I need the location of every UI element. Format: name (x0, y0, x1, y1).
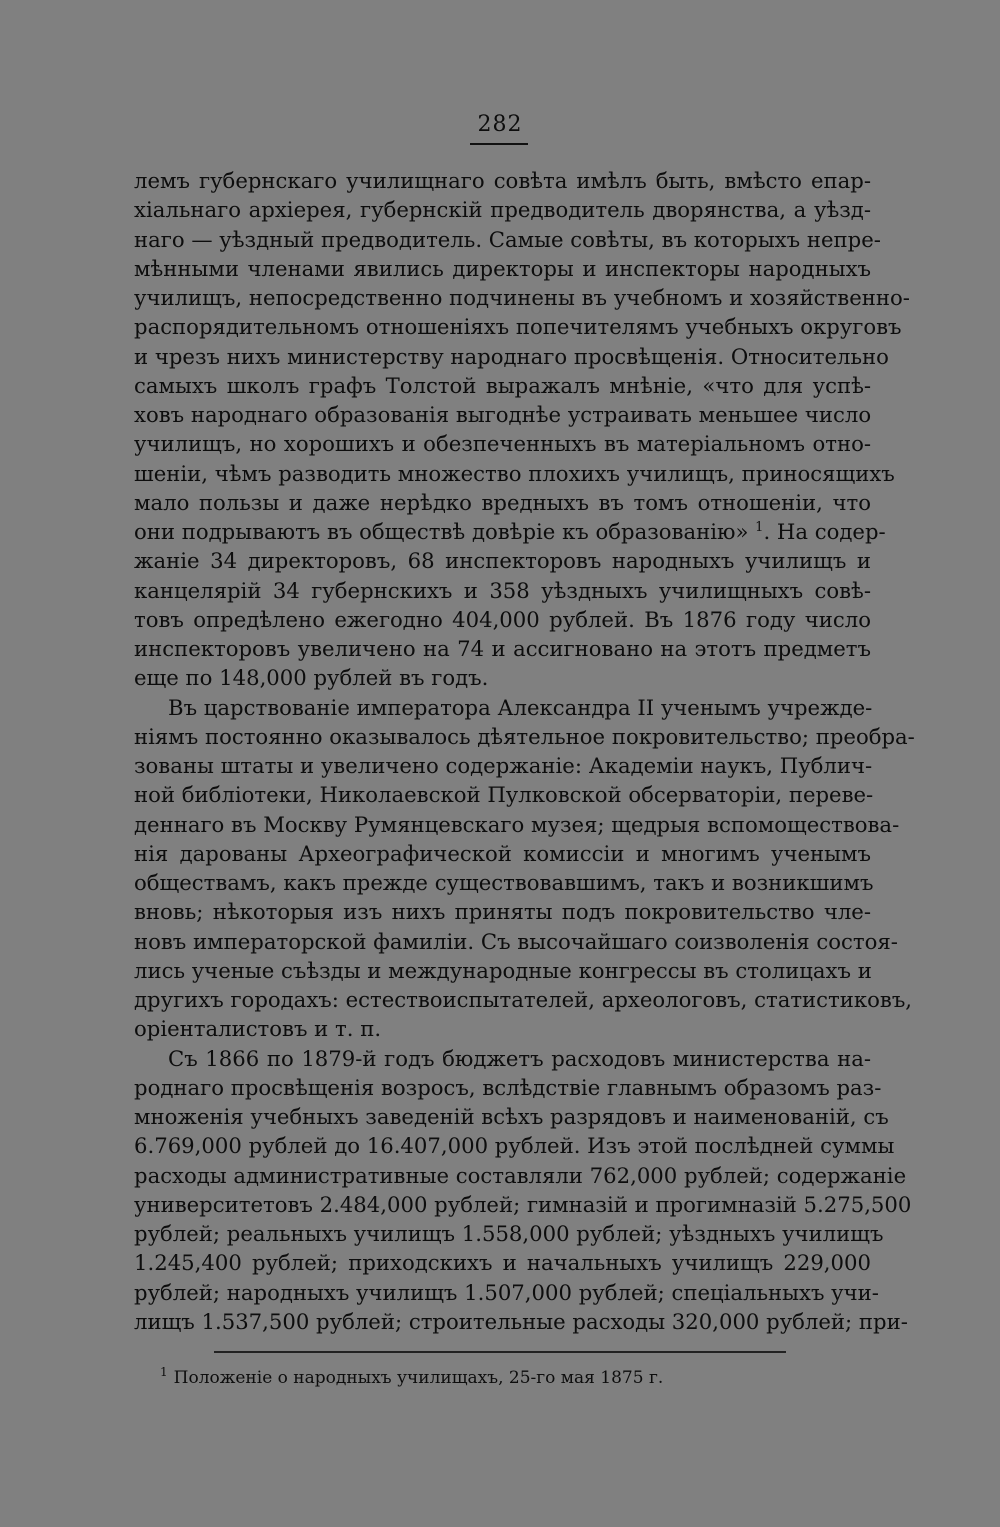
text-line: и чрезъ нихъ министерству народнаго просвѣщенія. Относительно (134, 343, 889, 369)
text-line: множенія учебныхъ заведеній всѣхъ разрядовъ и наименованій, съ (134, 1104, 889, 1129)
text-line: другихъ городахъ: естествоиспытателей, археологовъ, статистиковъ, (134, 987, 913, 1012)
text-line: обществамъ, какъ прежде существовавшимъ, такъ и возникшимъ (134, 870, 874, 895)
text-line: шеніи, чѣмъ разводить множество плохихъ училищъ, приносящихъ (134, 460, 895, 486)
text-line: ной библіотеки, Николаевской Пулковской обсерваторіи, переве- (134, 782, 874, 808)
footnote-mark: 1 (160, 1365, 168, 1380)
text-line: оріенталистовъ и т. п. (134, 1016, 382, 1042)
text-line: Въ царствованіе императора Александра II ученымъ учрежде- (168, 694, 873, 720)
text-line: товъ опредѣлено ежегодно 404,000 рублей. Въ 1876 году число (134, 606, 871, 632)
footnote-reference[interactable]: 1 (755, 519, 764, 535)
text-line: ніямъ постоянно оказывалось дѣятельное покровительство; преобра- (134, 723, 915, 749)
text-line: нія дарованы Археографической комиссіи и многимъ ученымъ (134, 840, 871, 866)
paragraph-1 (134, 166, 910, 693)
text-line: мало пользы и даже нерѣдко вредныхъ въ томъ отношеніи, что (134, 489, 871, 515)
text-line: хіальнаго архіерея, губернскій предводитель дворянства, а уѣзд- (134, 197, 871, 223)
text-line: инспекторовъ увеличено на 74 и ассигновано на этотъ предметъ (134, 636, 871, 661)
paragraph-3 (134, 1044, 912, 1337)
page-number: 282 (477, 112, 523, 137)
text-line: жаніе 34 директоровъ, 68 инспекторовъ народныхъ училищъ и (134, 548, 871, 574)
text-line: ховъ народнаго образованія выгоднѣе устраивать меньшее число (134, 402, 872, 427)
text-line: рублей; реальныхъ училищъ 1.558,000 рублей; уѣздныхъ училищъ (134, 1221, 884, 1246)
text-line: канцелярій 34 губернскихъ и 358 уѣздныхъ училищныхъ совѣ- (134, 577, 871, 603)
footnote-separator (214, 1351, 786, 1353)
page-number-underline (470, 143, 528, 145)
text-line: наго — уѣздный предводитель. Самые совѣты, въ которыхъ непре- (134, 226, 881, 252)
text-line: зованы штаты и увеличено содержаніе: Академіи наукъ, Публич- (134, 753, 873, 778)
text-line: деннаго въ Москву Румянцевскаго музея; щедрыя вспомоществова- (134, 811, 900, 837)
text-line: самыхъ школъ графъ Толстой выражалъ мнѣніе, «что для успѣ- (134, 372, 871, 398)
text-line: рублей; народныхъ училищъ 1.507,000 рублей; спеціальныхъ учи- (134, 1279, 879, 1305)
footnote (160, 1366, 860, 1390)
paragraph-2 (134, 693, 915, 1044)
text-fragment: . На содер- (763, 519, 886, 544)
text-line: 6.769,000 рублей до 16.407,000 рублей. Изъ этой послѣдней суммы (134, 1133, 895, 1159)
text-line: роднаго просвѣщенія возросъ, вслѣдствіе главнымъ образомъ раз- (134, 1074, 882, 1100)
text-line: Съ 1866 по 1879-й годъ бюджетъ расходовъ министерства на- (168, 1045, 871, 1071)
text-line: новъ императорской фамиліи. Съ высочайшаго соизволенія состоя- (134, 928, 898, 954)
text-line: распорядительномъ отношеніяхъ попечителямъ учебныхъ округовъ (134, 314, 902, 340)
text-line: училищъ, непосредственно подчинены въ учебномъ и хозяйственно- (134, 285, 910, 310)
text-line: мѣнными членами явились директоры и инспекторы народныхъ (134, 255, 871, 281)
text-line-with-footnote-ref (134, 517, 886, 546)
text-line: лись ученые съѣзды и международные конгрессы въ столицахъ и (134, 957, 872, 983)
footnote-text: Положеніе о народныхъ училищахъ, 25-го мая 1875 г. (173, 1368, 664, 1388)
text-line: 1.245,400 рублей; приходскихъ и начальныхъ училищъ 229,000 (134, 1250, 871, 1276)
text-line: лищъ 1.537,500 рублей; строительные расходы 320,000 рублей; при- (134, 1308, 908, 1334)
text-line: вновь; нѣкоторыя изъ нихъ приняты подъ покровительство чле- (134, 899, 871, 925)
body-text (134, 166, 915, 1336)
text-line: лемъ губернскаго училищнаго совѣта имѣлъ быть, вмѣсто епар- (134, 168, 871, 193)
text-line: университетовъ 2.484,000 рублей; гимназій и прогимназій 5.275,500 (134, 1191, 912, 1217)
text-line: расходы административные составляли 762,000 рублей; содержаніе (134, 1162, 907, 1188)
text-line: еще по 148,000 рублей въ годъ. (134, 665, 489, 691)
text-line: училищъ, но хорошихъ и обезпеченныхъ въ матеріальномъ отно- (134, 431, 871, 457)
text-fragment: они подрываютъ въ обществѣ довѣріе къ образованію» (134, 519, 749, 544)
